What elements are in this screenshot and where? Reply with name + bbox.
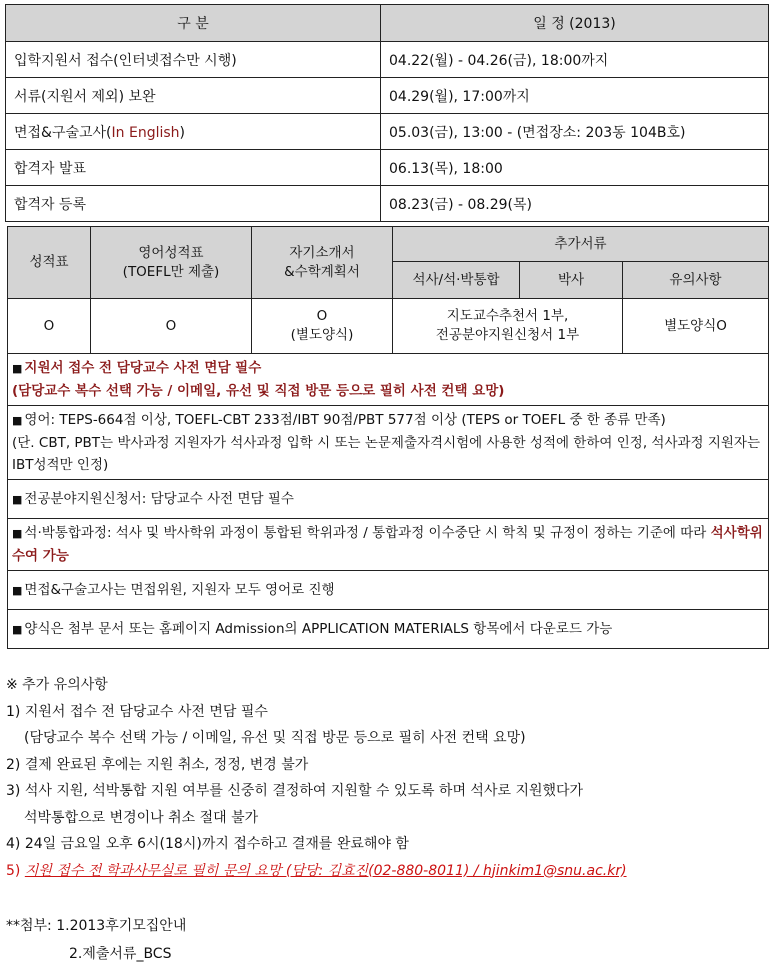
attachment-2: 2.제출서류_BCS (69, 946, 172, 962)
schedule-date: 08.23(금) - 08.29(목) (381, 186, 769, 222)
extra-note-1: 1) 지원서 접수 전 담당교수 사전 면담 필수 (6, 703, 268, 720)
extra-notes (6, 672, 627, 884)
contact-link[interactable]: 지원 접수 전 학과사무실로 필히 문의 요망 (담당: 김효진(02-880-8011) / hjinkim1@snu.ac.kr) (24, 862, 627, 879)
schedule-label: 합격자 발표 (6, 150, 381, 186)
header-transcript: 성적표 (8, 227, 91, 299)
bullet-icon: ■ (12, 414, 23, 427)
schedule-label: 서류(지원서 제외) 보완 (6, 78, 381, 114)
in-english-label: In English (111, 124, 180, 141)
schedule-row (6, 42, 769, 78)
extra-note-3: 3) 석사 지원, 석박통합 지원 여부를 신중히 결정하여 지원할 수 있도록 하며 석사로 지원했다가 (6, 783, 584, 799)
note-interview-english: ■ 면접&구술고사는 면접위원, 지원자 모두 영어로 진행 (8, 571, 769, 610)
schedule-label: 면접&구술고사(In English) (6, 114, 381, 150)
documents-table (7, 226, 769, 649)
bullet-icon: ■ (12, 583, 23, 597)
schedule-row (6, 186, 769, 222)
extra-note-4: 4) 24일 금요일 오후 6시(18시)까지 접수하고 결재를 완료해야 함 (6, 836, 409, 852)
extra-note-2: 2) 결제 완료된 후에는 지원 취소, 정정, 변경 불가 (6, 756, 309, 773)
bullet-icon: ■ (12, 492, 23, 506)
header-notes: 유의사항 (623, 262, 769, 299)
note-forms-download: ■ 양식은 첨부 문서 또는 홈페이지 Admission의 APPLICATION MATERIALS 항목에서 다운로드 가능 (8, 610, 769, 649)
header-masters: 석사/석·박통합 (393, 262, 520, 299)
documents-header-row-1 (8, 227, 769, 262)
schedule-table (5, 4, 769, 222)
header-phd: 박사 (520, 262, 623, 299)
attachment-1: **첨부: 1.2013후기모집안내 (6, 918, 187, 934)
schedule-date: 06.13(목), 18:00 (381, 150, 769, 186)
value-intro: O (별도양식) (252, 299, 393, 354)
schedule-header-row (6, 5, 769, 42)
note-row (8, 354, 769, 406)
schedule-row (6, 150, 769, 186)
schedule-header-date: 일 정 (2013) (381, 5, 769, 42)
value-notes: 별도양식O (623, 299, 769, 354)
extra-note-3b: 석박통합으로 변경이나 취소 절대 불가 (24, 809, 259, 826)
extra-note-1b: (담당교수 복수 선택 가능 / 이메일, 유선 및 직접 방문 등으로 필히 사전 컨택 요망) (24, 730, 526, 746)
schedule-header-category: 구 분 (6, 5, 381, 42)
value-english: O (91, 299, 252, 354)
note-row (8, 519, 769, 571)
schedule-row (6, 78, 769, 114)
extra-note-5: 5) 지원 접수 전 학과사무실로 필히 문의 요망 (담당: 김효진(02-880-8011) / hjinkim1@snu.ac.kr) (6, 862, 627, 879)
documents-value-row (8, 299, 769, 354)
schedule-row (6, 114, 769, 150)
schedule-date: 04.22(월) - 04.26(금), 18:00까지 (381, 42, 769, 78)
note-row (8, 480, 769, 519)
schedule-date: 04.29(월), 17:00까지 (381, 78, 769, 114)
schedule-date: 05.03(금), 13:00 - (면접장소: 203동 104B호) (381, 114, 769, 150)
note-row (8, 406, 769, 480)
extra-notes-title: ※ 추가 유의사항 (6, 677, 108, 693)
note-english-scores: ■ 영어: TEPS-664점 이상, TOEFL-CBT 233점/IBT 90점/PBT 577점 이상 (TEPS or TOEFL 중 한 종류 만족) (단. CBT, PBT는 박사과정 지원자가 석사과정 입학 시 또는 논문제출자격시험에 사용한 성적에 한하여 인정, 석사과정 지원자는 IBT성적만 인정) (8, 406, 769, 480)
bullet-icon: ■ (12, 527, 23, 540)
schedule-label: 합격자 등록 (6, 186, 381, 222)
value-transcript: O (8, 299, 91, 354)
note-integrated-course: ■ 석·박통합과정: 석사 및 박사학위 과정이 통합된 학위과정 / 통합과정 이수중단 시 학칙 및 규정이 정하는 기준에 따라 석사학위 수여 가능 (8, 519, 769, 571)
header-extra-docs: 추가서류 (393, 227, 769, 262)
bullet-icon: ■ (12, 622, 23, 636)
attachments (6, 912, 186, 968)
value-masters-phd: 지도교수추천서 1부, 전공분야지원신청서 1부 (393, 299, 623, 354)
header-intro: 자기소개서 &수학계획서 (252, 227, 393, 299)
bullet-icon: ■ (12, 362, 23, 375)
note-row (8, 571, 769, 610)
schedule-label: 입학지원서 접수(인터넷접수만 시행) (6, 42, 381, 78)
note-major-application: ■ 전공분야지원신청서: 담당교수 사전 면담 필수 (8, 480, 769, 519)
header-english: 영어성적표 (TOEFL만 제출) (91, 227, 252, 299)
note-row (8, 610, 769, 649)
note-interview-required: ■ 지원서 접수 전 담당교수 사전 면담 필수 (담당교수 복수 선택 가능 / 이메일, 유선 및 직접 방문 등으로 필히 사전 컨택 요망) (8, 354, 769, 406)
